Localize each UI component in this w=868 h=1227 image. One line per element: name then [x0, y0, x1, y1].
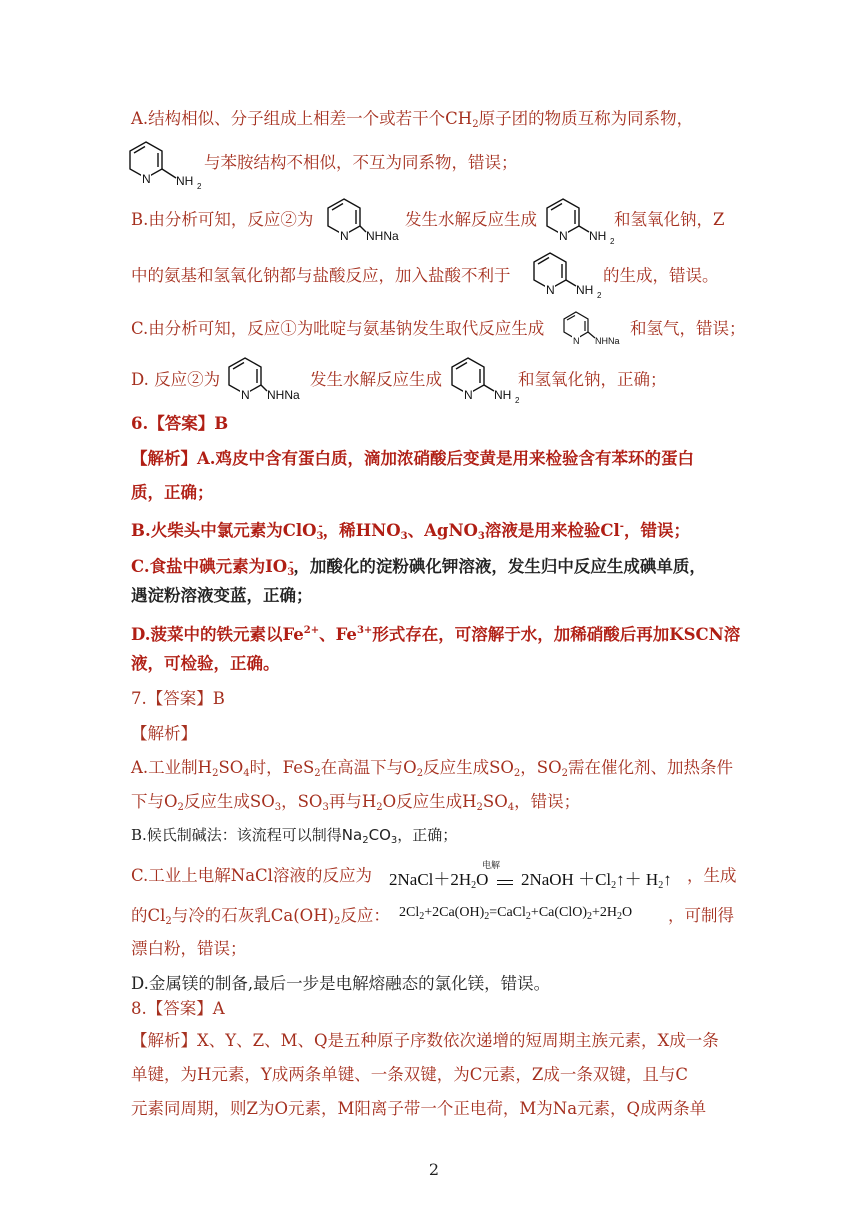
q6-option-d-line1: D.菠菜中的铁元素以$Fe^{2+}$、$Fe^{3+}$形式存在，可溶解于水，加稀硝酸后再加KSCN溶 — [131, 625, 741, 644]
svg-text:NHNa: NHNa — [595, 336, 620, 346]
q5-option-b-text1: B.由分析可知，反应②为 — [131, 210, 314, 229]
svg-text:NH: NH — [589, 229, 607, 243]
equilibrium-arrow-icon — [495, 875, 515, 885]
sodium-amidopyridine-structure — [563, 310, 633, 346]
electrolysis-equation: $2NaCl+2H_2O$ 2NaOH $+Cl_2↑+$ $H_2↑$ — [389, 870, 672, 891]
q5-option-a-line1: A.结构相似、分子组成上相差一个或若干个$CH_2$原子团的物质互称为同系物， — [131, 109, 694, 130]
svg-text:NH: NH — [494, 388, 512, 402]
svg-text:N: N — [142, 172, 151, 186]
svg-text:N: N — [573, 336, 580, 346]
aminopyridine-structure — [545, 196, 625, 248]
aminopyridine-structure — [128, 138, 208, 190]
q8-analysis-line3: 元素同周期，则Z为O元素，M阳离子带一个正电荷，M为Na元素，Q成两条单 — [131, 1099, 707, 1118]
q6-option-d-line2: 液，可检验，正确。 — [131, 654, 280, 673]
svg-text:NH: NH — [176, 174, 194, 188]
q7-option-b: B.候氏制碱法：该流程可以制得$Na_2CO_3$，正确； — [131, 826, 458, 846]
q6-answer-header: 6.【答案】B — [131, 414, 229, 433]
q7-option-a-line2: 下与$O_2$反应生成$SO_3$，$SO_3$再与$H_2O$反应生成$H_2SO_4$，错误； — [131, 792, 581, 813]
q5-option-b-line2-text1: 中的氨基和氢氧化钠都与盐酸反应，加入盐酸不利于 — [131, 266, 511, 285]
q6-option-b: B.火柴头中氯元素为ClO$_3$-，稀$HNO_3$、AgNO$_3$溶液是用来检验Cl-，错误； — [131, 521, 690, 542]
q5-option-c-text2: 和氢气，错误； — [630, 319, 746, 338]
svg-text:2: 2 — [515, 396, 520, 405]
q7-option-a-line1: A.工业制$H_2SO_4$时，FeS$_2$在高温下与$O_2$反应生成$SO_2$，$SO_2$需在催化剂、加热条件 — [131, 758, 733, 779]
q6-option-c-line1: C.食盐中碘元素为$IO_3^-$，加酸化的淀粉碘化钾溶液，发生归中反应生成碘单质， — [131, 557, 706, 578]
q5-option-d-text2: 发生水解反应生成 — [310, 370, 442, 389]
page-number: 2 — [428, 1160, 440, 1179]
q5-option-c-text1: C.由分析可知，反应①为吡啶与氨基钠发生取代反应生成 — [131, 319, 545, 338]
svg-text:NHNa: NHNa — [366, 229, 399, 243]
q7-option-d: D.金属镁的制备,最后一步是电解熔融态的氯化镁，错误。 — [131, 974, 551, 993]
q7-option-c-text2: ，生成 — [687, 866, 737, 885]
q5-option-b-text2: 发生水解反应生成 — [405, 210, 537, 229]
q8-analysis-line2: 单键，为H元素，Y成两条单键、一条双键，为C元素，Z成一条双键，且与C — [131, 1065, 688, 1084]
q5-option-a-line2: 与苯胺结构不相似，不互为同系物，错误； — [204, 153, 518, 172]
svg-text:N: N — [559, 229, 568, 243]
svg-text:N: N — [340, 229, 349, 243]
q7-option-c-text1: C.工业上电解NaCl溶液的反应为 — [131, 866, 372, 885]
bleach-equation: $2Cl_2+2Ca(OH)_2=CaCl_2+Ca(ClO)_2+2H_2O$ — [399, 905, 633, 922]
q6-analysis-line1: 【解析】A.鸡皮中含有蛋白质，滴加浓硝酸后变黄是用来检验含有苯环的蛋白 — [131, 449, 695, 468]
q7-answer-header: 7.【答案】B — [131, 689, 225, 708]
q6-analysis-line2: 质，正确； — [131, 483, 214, 502]
svg-text:N: N — [241, 388, 250, 402]
svg-text:N: N — [546, 283, 555, 297]
q6-option-c-line2: 遇淀粉溶液变蓝，正确； — [131, 586, 313, 605]
q8-analysis-line1: 【解析】X、Y、Z、M、Q是五种原子序数依次递增的短周期主族元素，X成一条 — [131, 1031, 719, 1050]
svg-text:2: 2 — [597, 291, 602, 300]
q8-answer-header: 8.【答案】A — [131, 999, 225, 1018]
q5-option-b-text3: 和氢氧化钠，Z — [614, 210, 725, 229]
svg-text:2: 2 — [197, 182, 202, 191]
q7-analysis-label: 【解析】 — [131, 724, 197, 743]
svg-text:2: 2 — [610, 237, 615, 246]
q7-option-c-line3: 漂白粉，错误； — [131, 939, 247, 958]
svg-text:NHNa: NHNa — [267, 388, 300, 402]
sodium-amidopyridine-structure — [227, 355, 317, 403]
q7-option-c-line2: 的$Cl_2$与冷的石灰乳$Ca(OH)_2$反应： — [131, 906, 390, 927]
sodium-amidopyridine-structure — [326, 196, 416, 244]
svg-text:NH: NH — [576, 283, 594, 297]
aminopyridine-structure — [532, 250, 612, 302]
q7-option-c-line2-tail: ，可制得 — [668, 906, 734, 925]
q5-option-b-line2-text2: 的生成，错误。 — [603, 266, 719, 285]
q5-option-d-text3: 和氢氧化钠，正确； — [518, 370, 667, 389]
q5-option-d-text1: D. 反应②为 — [131, 370, 221, 389]
svg-text:N: N — [464, 388, 473, 402]
